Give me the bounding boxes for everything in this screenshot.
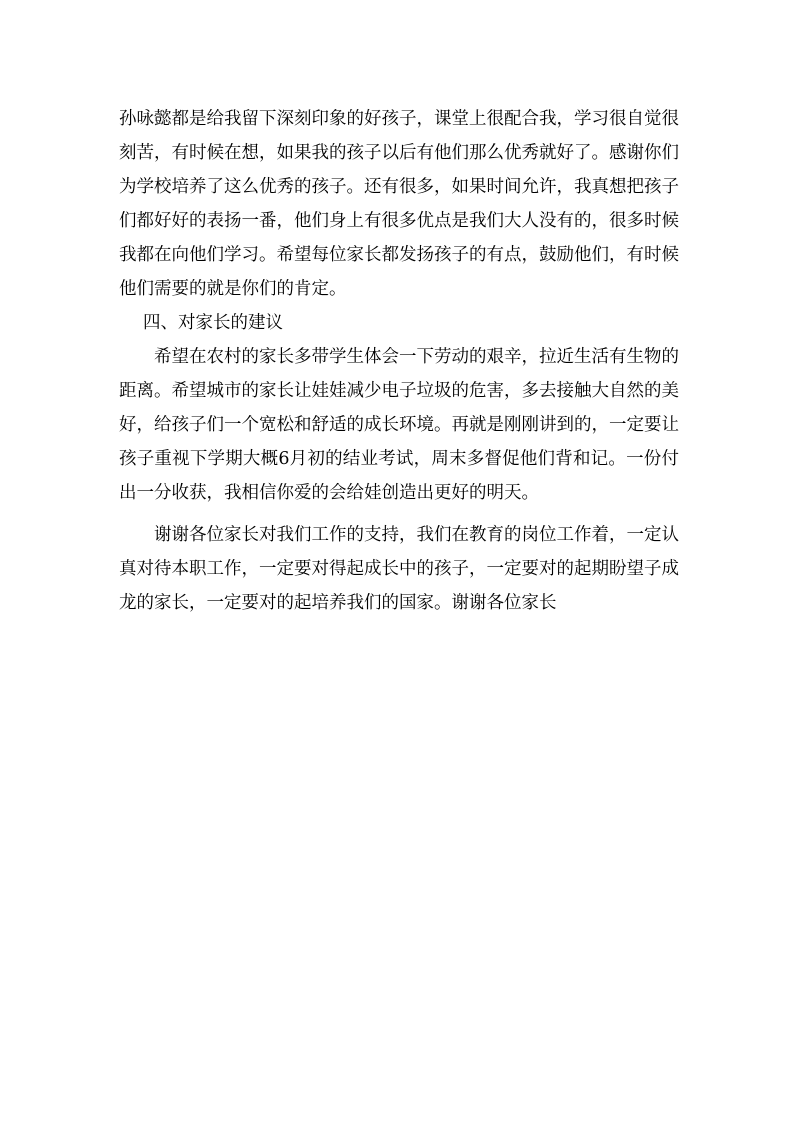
section-heading-parent-suggestions: 四、对家长的建议 — [143, 313, 283, 333]
document-body — [119, 102, 679, 620]
paragraph-thanks: 谢谢各位家长对我们工作的支持，我们在教育的岗位工作着，一定认真对待本职工作，一定要对得起成长中的孩子，一定要对的起期盼望子成龙的家长，一定要对的起培养我们的国家。谢谢各位家长 — [119, 525, 679, 613]
paragraph-praise-students: 孙咏懿都是给我留下深刻印象的好孩子，课堂上很配合我，学习很自觉很刻苦，有时候在想，如果我的孩子以后有他们那么优秀就好了。感谢你们为学校培养了这么优秀的孩子。还有很多，如果时间允许，我真想把孩子们都好好的表扬一番，他们身上有很多优点是我们大人没有的，很多时候我都在向他们学习。希望每位家长都发扬孩子的有点，鼓励他们，有时候他们需要的就是你们的肯定。 — [119, 109, 679, 299]
paragraph-suggestions: 希望在农村的家长多带学生体会一下劳动的艰辛，拉近生活有生物的距离。希望城市的家长让娃娃减少电子垃圾的危害，多去接触大自然的美好，给孩子们一个宽松和舒适的成长环境。再就是刚刚讲到的，一定要让孩子重视下学期大概6月初的结业考试，周末多督促他们背和记。一份付出一分收获，我相信你爱的会给娃创造出更好的明天。 — [119, 347, 679, 503]
